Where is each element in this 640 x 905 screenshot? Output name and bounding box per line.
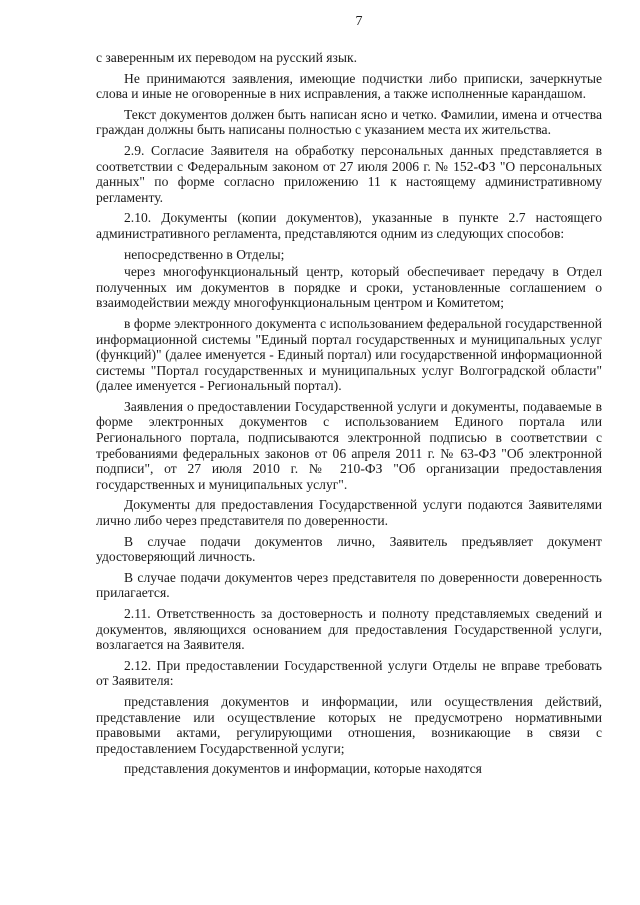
paragraph-8: в форме электронного документа с использованием федеральной государственной информационной системы "Единый портал государственных и муниципальных услуг (функций)" (далее именуется - Единый портал) или государственной информационной системы "Портал государственных и муниципальных услуг Волгоградской области" (далее именуется - Региональный портал). bbox=[96, 315, 602, 394]
paragraph-5: 2.10. Документы (копии документов), указанные в пункте 2.7 настоящего административного регламента, представляются одним из следующих способов: bbox=[96, 210, 602, 241]
paragraph-3: Текст документов должен быть написан ясно и четко. Фамилии, имена и отчества граждан должны быть написаны полностью с указанием места их жительства. bbox=[96, 106, 602, 138]
paragraph-6: непосредственно в Отделы; bbox=[124, 246, 285, 262]
paragraph-10: Документы для предоставления Государственной услуги подаются Заявителями лично либо через представителя по доверенности. bbox=[96, 497, 602, 529]
paragraph-11: В случае подачи документов лично, Заявитель предъявляет документ удостоверяющий личность. bbox=[96, 533, 602, 565]
paragraph-7: через многофункциональный центр, который обеспечивает передачу в Отдел полученных им документов в порядке и сроки, установленные соглашением о взаимодействии между многофункциональным центром и Комитетом; bbox=[96, 264, 602, 311]
paragraph-1: с заверенным их переводом на русский язык. bbox=[96, 50, 358, 65]
page-number: 7 bbox=[355, 14, 363, 29]
paragraph-15: представления документов и информации, или осуществления действий, представление или осуществление которых не предусмотрено нормативными правовыми актами, регулирующими отношения, возникающие в связи с предоставлением Государственной услуги; bbox=[96, 693, 602, 756]
paragraph-14: 2.12. При предоставлении Государственной услуги Отделы не вправе требовать от Заявителя: bbox=[96, 657, 602, 689]
paragraph-9: Заявления о предоставлении Государственной услуги и документы, подаваемые в форме электронных документов с использованием Единого портала или Регионального портала, подписываются электронной подписью в соответствии с требованиями федеральных законов от 06 апреля 2011 г. № 63-ФЗ "Об электронной подписи", от 27 июля 2010 г. № 210-ФЗ "Об организации предоставления государственных и муниципальных услуг". bbox=[96, 398, 602, 492]
paragraph-13: 2.11. Ответственность за достоверность и полноту представляемых сведений и документов, являющихся основанием для предоставления Государственной услуги, возлагается на Заявителя. bbox=[96, 606, 602, 653]
paragraph-2: Не принимаются заявления, имеющие подчистки либо приписки, зачеркнутые слова и иные не оговоренные в них исправления, а также исполненные карандашом. bbox=[96, 70, 602, 102]
paragraph-12: В случае подачи документов через представителя по доверенности доверенность прилагается. bbox=[96, 569, 602, 601]
paragraph-4: 2.9. Согласие Заявителя на обработку персональных данных представляется в соответствии с Федеральным законом от 27 июля 2006 г. № 152-ФЗ "О персональных данных" по форме согласно приложению 11 к настоящему административному регламенту. bbox=[96, 142, 602, 205]
document-body bbox=[96, 50, 602, 777]
paragraph-16: представления документов и информации, которые находятся bbox=[124, 761, 482, 777]
